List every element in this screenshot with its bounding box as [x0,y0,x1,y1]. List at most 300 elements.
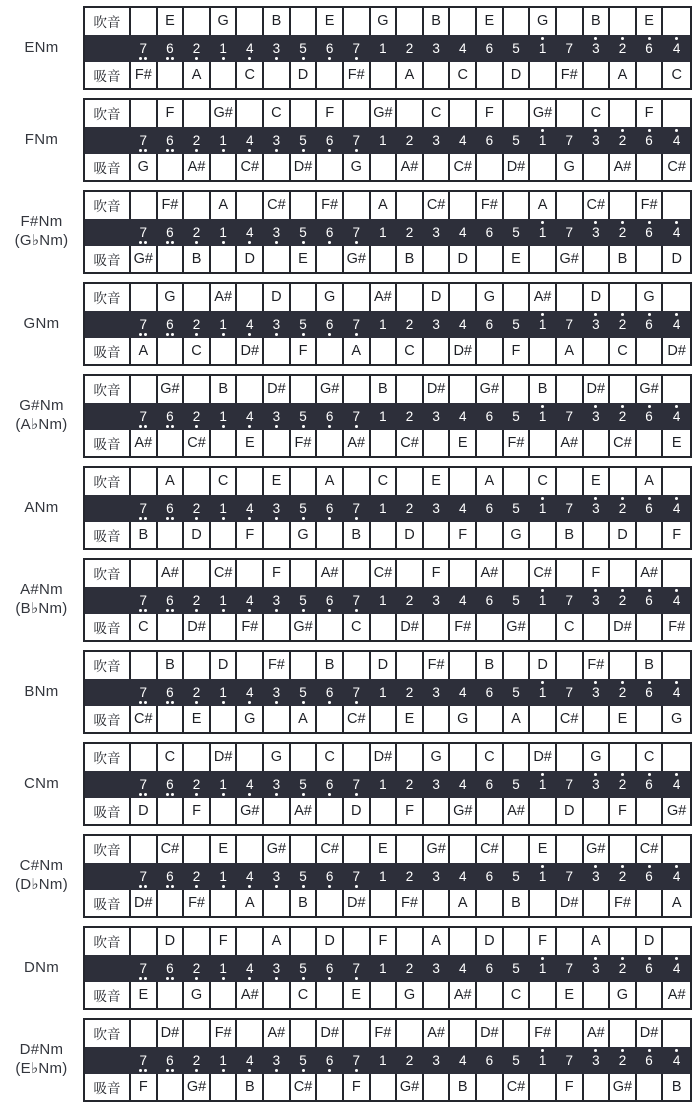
blow-note-cell: E [584,468,611,495]
scale-degree-digit: 2 [618,224,627,240]
blow-note-cell: F [317,100,344,127]
octave-dots-above [675,680,678,685]
octave-dots-above [594,496,597,501]
blow-note-cell [397,652,424,679]
octave-dots-below [222,424,225,429]
scale-degree-digit: 4 [246,40,254,56]
blow-note-cell [610,100,637,127]
number-cell [237,771,264,798]
number-cell [610,679,637,706]
scale-degree-digit: 7 [352,776,360,792]
number-cell [131,35,158,62]
number-cell [584,955,611,982]
scale-degree-digit: 6 [645,132,653,148]
octave-dot [195,333,198,336]
draw-note-cell: G# [557,246,584,273]
draw-note-cell: A# [397,154,424,181]
octave-dot [171,1069,174,1072]
blow-note-cell [450,8,477,35]
octave-dot [139,885,142,888]
draw-note-cell: D [450,246,477,273]
scale-degree-digit: 7 [565,132,573,148]
draw-note-cell [424,246,451,273]
octave-dots-below [275,56,278,61]
octave-dots-above [675,404,678,409]
blow-note-cell [610,284,637,311]
octave-dot [302,793,305,796]
blow-note-cell: A [158,468,185,495]
blow-note-cell: C [637,744,664,771]
octave-dots-below [222,700,225,705]
number-cell [477,127,504,154]
draw-note-cell: F# [291,430,318,457]
octave-dot [248,609,251,612]
scale-degree-digit: 6 [325,868,334,884]
number-cell [397,863,424,890]
octave-dot [275,333,278,336]
number-cell [530,219,557,246]
octave-dot [195,885,198,888]
octave-dot [139,333,142,336]
draw-note-cell [158,706,185,733]
note-table-C#Nm [83,834,692,918]
blow-note-cell: B [158,652,185,679]
draw-note-cell: B [557,522,584,549]
scale-degree-digit: 6 [325,408,334,424]
octave-dots-above [541,36,544,41]
number-cell [264,495,291,522]
draw-note-cell [584,706,611,733]
draw-note-cell: B [344,522,371,549]
scale-degree-digit: 4 [458,1052,467,1068]
blow-note-cell: F# [158,192,185,219]
octave-dots-above [541,864,544,869]
octave-dots-above [621,956,624,961]
octave-dot [222,425,225,428]
octave-dot [541,1049,544,1052]
octave-dots-below [355,240,358,245]
octave-dots-below [139,608,147,613]
octave-dots-above [541,772,544,777]
blow-note-cell [344,376,371,403]
draw-note-cell [317,706,344,733]
scale-degree-digit: 4 [246,132,254,148]
scale-degree-digit: 6 [166,224,174,240]
blow-note-cell: A [317,468,344,495]
octave-dot [222,609,225,612]
number-cell [637,311,664,338]
key-label-line: BNm [24,682,59,700]
scale-degree-digit: 1 [379,408,387,424]
blow-note-cell [557,100,584,127]
draw-note-cell: F [237,522,264,549]
number-cell [317,587,344,614]
draw-note-cell: D# [344,890,371,917]
blow-note-cell [663,928,690,955]
draw-note-cell [584,890,611,917]
number-cell [637,679,664,706]
scale-degree-digit: 4 [458,592,467,608]
draw-note-cell: G [344,154,371,181]
scale-degree-digit: 1 [538,408,547,424]
scale-degree-digit: 1 [538,868,547,884]
number-cell [477,1047,504,1074]
number-cell [158,403,185,430]
blow-note-cell: C# [264,192,291,219]
scale-degree-digit: 2 [618,408,627,424]
scale-degree-digit: 5 [512,684,520,700]
draw-row-label: 吸音 [85,522,131,549]
scale-degree-digit: 2 [192,592,201,608]
number-cell [344,679,371,706]
number-cell [211,679,238,706]
octave-dot [541,129,544,132]
octave-dots-below [275,1068,278,1073]
draw-note-cell [477,982,504,1009]
scale-degree-digit: 2 [618,132,627,148]
draw-note-cell: C# [504,1074,531,1101]
draw-note-cell [584,1074,611,1101]
draw-note-cell: D# [397,614,424,641]
key-label-GNm [0,282,83,366]
draw-note-cell: A [131,338,158,365]
number-cell [131,403,158,430]
draw-note-cell: D# [291,154,318,181]
draw-note-cell: F [397,798,424,825]
number-cell [317,311,344,338]
octave-dot [594,589,597,592]
draw-note-cell [158,430,185,457]
octave-dots-below [248,792,251,797]
number-cell [557,587,584,614]
number-row [85,587,690,614]
scale-degree-digit: 3 [432,132,440,148]
blow-note-cell: B [371,376,398,403]
scale-degree-digit: 1 [379,224,387,240]
octave-dots-below [328,332,331,337]
number-cell [610,955,637,982]
draw-note-cell: D# [450,338,477,365]
octave-dot [222,241,225,244]
octave-dot [302,333,305,336]
number-cell [637,771,664,798]
blow-note-cell [291,192,318,219]
octave-dot [675,681,678,684]
draw-note-cell: A [671,894,682,911]
blow-note-cell [344,560,371,587]
draw-note-cell: G# [667,802,687,819]
draw-note-cell: F# [397,890,424,917]
number-cell [184,495,211,522]
octave-dots-below [328,792,331,797]
octave-dot [675,221,678,224]
number-cell [291,771,318,798]
draw-note-cell [211,982,238,1009]
draw-note-cell: G# [131,246,158,273]
blow-note-cell: F# [264,652,291,679]
octave-dots-below [302,1068,305,1073]
draw-note-cell: C [184,338,211,365]
scale-degree-digit: 5 [299,776,307,792]
key-label-G#Nm [0,374,83,458]
octave-dot [222,885,225,888]
blow-note-cell [291,284,318,311]
note-table-CNm [83,742,692,826]
number-cell [477,219,504,246]
octave-dots-above [541,496,544,501]
blow-note-cell [610,468,637,495]
draw-note-cell: C# [397,430,424,457]
blow-row-label: 吹音 [85,652,131,679]
octave-dot [248,793,251,796]
number-cell [397,587,424,614]
scale-degree-digit: 2 [405,132,414,148]
draw-note-cell: C [237,62,264,89]
octave-dot [621,37,624,40]
blow-note-cell [663,468,690,495]
number-cell [557,679,584,706]
number-cell [663,587,690,614]
octave-dot [594,37,597,40]
number-cell [450,127,477,154]
blow-row [85,836,690,863]
scale-degree-digit: 2 [618,1052,627,1068]
number-cell [158,311,185,338]
octave-dot [248,425,251,428]
octave-dots-above [675,220,678,225]
draw-row-label: 吸音 [85,890,131,917]
scale-degree-digit: 7 [352,224,360,240]
number-cell [610,771,637,798]
octave-dot [594,497,597,500]
number-cell [530,1047,557,1074]
note-table-F#Nm [83,190,692,274]
draw-note-cell: G [131,154,158,181]
draw-note-cell: F# [504,430,531,457]
blow-note-cell [131,1020,158,1047]
key-block-FNm [0,98,698,182]
octave-dot [222,701,225,704]
draw-note-cell [530,890,557,917]
blow-note-cell [397,560,424,587]
scale-degree-digit: 7 [565,316,573,332]
octave-dots-above [594,680,597,685]
number-cell [504,403,531,430]
scale-degree-digit: 6 [325,500,334,516]
blow-note-cell [344,836,371,863]
draw-row-label: 吸音 [85,1074,131,1101]
draw-note-cell: G [504,522,531,549]
scale-degree-digit: 6 [325,40,334,56]
number-cell [158,127,185,154]
number-cell [371,35,398,62]
blow-note-cell: B [477,652,504,679]
blow-note-cell: D# [211,744,238,771]
blow-row-label: 吹音 [85,376,131,403]
scale-degree-digit: 2 [192,960,201,976]
number-cell [264,35,291,62]
draw-note-cell [637,522,664,549]
number-cell [610,311,637,338]
octave-dots-below [139,516,147,521]
octave-dot [248,149,251,152]
number-cell [344,311,371,338]
draw-note-cell: B [131,522,158,549]
scale-degree-digit: 1 [538,132,547,148]
number-cell [344,1047,371,1074]
scale-degree-digit: 6 [325,776,334,792]
blow-note-cell: G [371,8,398,35]
draw-row [85,430,690,457]
blow-note-cell [557,468,584,495]
draw-note-cell [264,154,291,181]
octave-dots-below [222,1068,225,1073]
blow-note-cell [504,928,531,955]
draw-note-cell: A [450,890,477,917]
draw-note-cell: G [610,982,637,1009]
number-cell [504,771,531,798]
blow-note-cell: F# [317,192,344,219]
number-cell [131,1047,158,1074]
scale-degree-digit: 3 [272,132,281,148]
number-cell [344,127,371,154]
draw-note-cell: C# [131,706,158,733]
draw-note-cell: B [397,246,424,273]
draw-note-cell [371,798,398,825]
blow-row [85,100,690,127]
blow-note-cell [610,928,637,955]
number-cell [158,863,185,890]
octave-dot [328,425,331,428]
scale-degree-digit: 4 [672,500,681,516]
draw-note-cell [477,522,504,549]
blow-note-cell: C [424,100,451,127]
key-label-line: ENm [24,38,59,56]
blow-note-cell [131,376,158,403]
draw-note-cell: C [504,982,531,1009]
scale-degree-digit: 2 [405,316,414,332]
octave-dots-below [222,56,225,61]
number-cell [530,403,557,430]
number-row-label-spacer [85,403,131,430]
blow-row-label: 吹音 [85,1020,131,1047]
scale-degree-digit: 1 [219,224,227,240]
blow-note-cell [131,284,158,311]
draw-note-cell [477,154,504,181]
octave-dots-below [139,700,147,705]
scale-degree-digit: 3 [592,592,600,608]
draw-note-cell [158,982,185,1009]
number-cell [237,219,264,246]
scale-degree-digit: 2 [405,1052,414,1068]
draw-note-cell [584,522,611,549]
draw-note-cell [530,522,557,549]
draw-note-cell [637,1074,664,1101]
octave-dots-below [275,332,278,337]
number-cell [211,587,238,614]
octave-dot [621,681,624,684]
scale-degree-digit: 2 [192,500,201,516]
octave-dots-below [195,148,198,153]
number-cell [557,771,584,798]
key-block-CNm [0,742,698,826]
scale-degree-digit: 6 [325,1052,334,1068]
draw-note-cell: B [610,246,637,273]
octave-dots-below [355,884,358,889]
number-cell [184,679,211,706]
scale-degree-digit: 1 [219,776,227,792]
blow-note-cell [291,1020,318,1047]
blow-row [85,744,690,771]
octave-dot [275,517,278,520]
number-cell [477,587,504,614]
scale-degree-digit: 3 [272,224,281,240]
octave-dots-below [355,424,358,429]
scale-degree-digit: 2 [192,868,201,884]
draw-note-cell: C [671,66,682,83]
scale-degree-digit: 2 [192,1052,201,1068]
number-cell [397,403,424,430]
octave-dot [328,701,331,704]
number-cell [450,35,477,62]
octave-dot [144,977,147,980]
draw-note-cell [584,62,611,89]
draw-note-cell: A [610,62,637,89]
number-cell [184,587,211,614]
octave-dot [144,241,147,244]
draw-note-cell: B [671,1078,682,1095]
scale-degree-digit: 1 [379,868,387,884]
draw-note-cell: E [184,706,211,733]
blow-note-cell: G# [637,376,664,403]
scale-degree-digit: 4 [672,684,681,700]
octave-dot [144,517,147,520]
octave-dot [594,221,597,224]
scale-degree-digit: 5 [299,684,307,700]
octave-dots-below [139,976,147,981]
key-block-ENm [0,6,698,90]
blow-note-cell [663,376,690,403]
draw-note-cell [424,338,451,365]
blow-note-cell: C [158,744,185,771]
blow-note-cell [450,100,477,127]
number-cell [291,35,318,62]
scale-degree-digit: 2 [405,960,414,976]
number-cell [237,403,264,430]
octave-dot [541,589,544,592]
octave-dot [355,333,358,336]
draw-note-cell: A# [667,986,686,1003]
octave-dots-below [248,148,251,153]
number-row-label-spacer [85,219,131,246]
scale-degree-digit: 7 [352,592,360,608]
number-cell [557,127,584,154]
octave-dots-below [166,332,174,337]
scale-degree-digit: 1 [379,776,387,792]
blow-row [85,1020,690,1047]
octave-dot [139,977,142,980]
octave-dot [139,241,142,244]
blow-note-cell [610,744,637,771]
octave-dots-below [248,56,251,61]
blow-note-cell [504,560,531,587]
octave-dot [166,609,169,612]
number-cell [584,127,611,154]
draw-note-cell: B [504,890,531,917]
octave-dot [541,497,544,500]
number-cell [344,955,371,982]
scale-degree-digit: 6 [325,316,334,332]
